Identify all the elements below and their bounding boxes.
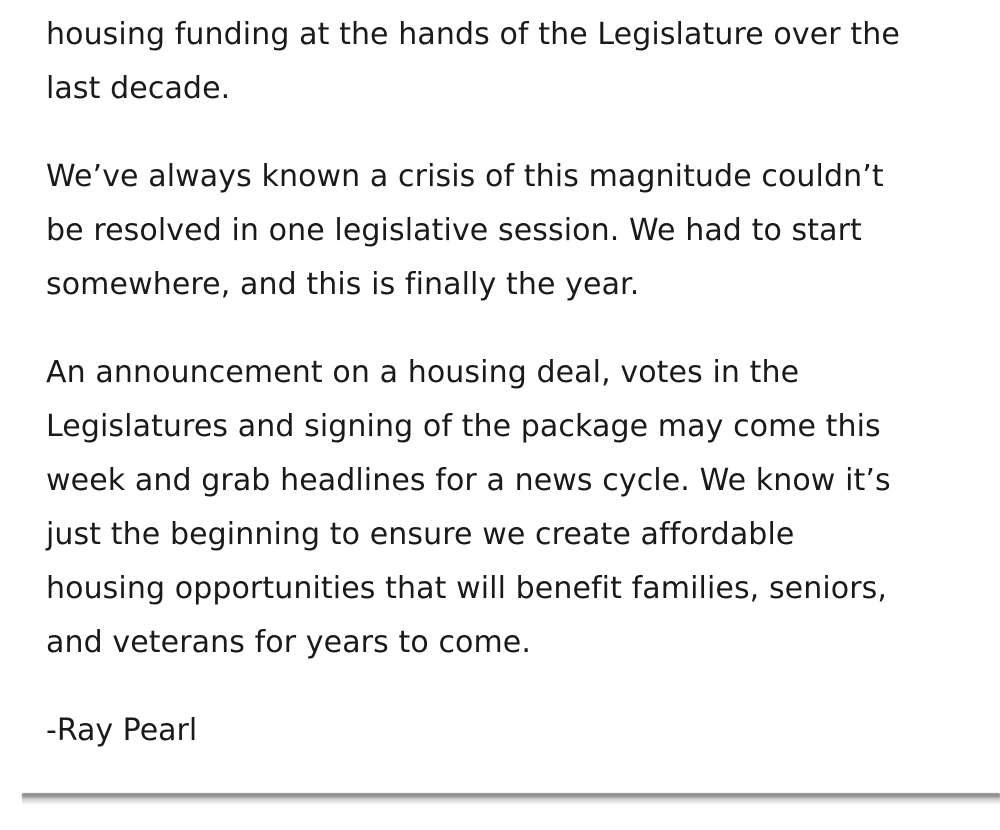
paragraph-crisis [46,150,991,312]
paragraph-line: week and grab headlines for a news cycle. We know it’s [46,463,891,498]
article-body [46,8,991,758]
paragraph-line: and veterans for years to come. [46,625,532,660]
paragraph-line: be resolved in one legislative session. We had to start [46,213,862,248]
paragraph-line: We’ve always known a crisis of this magnitude couldn’t [46,159,884,194]
paragraph-funding [46,8,991,116]
paragraph-announcement [46,346,991,670]
paragraph-line: just the beginning to ensure we create affordable [46,517,795,552]
paragraph-line: somewhere, and this is finally the year. [46,267,640,302]
page-shadow-edge [22,794,1000,797]
paragraph-line: last decade. [46,71,231,106]
paragraph-line: housing funding at the hands of the Legislature over the [46,17,900,52]
signature: -Ray Pearl [46,713,198,748]
paragraph-line: housing opportunities that will benefit families, seniors, [46,571,888,606]
paragraph-line: Legislatures and signing of the package may come this [46,409,881,444]
paragraph-line: An announcement on a housing deal, votes in the [46,355,800,390]
